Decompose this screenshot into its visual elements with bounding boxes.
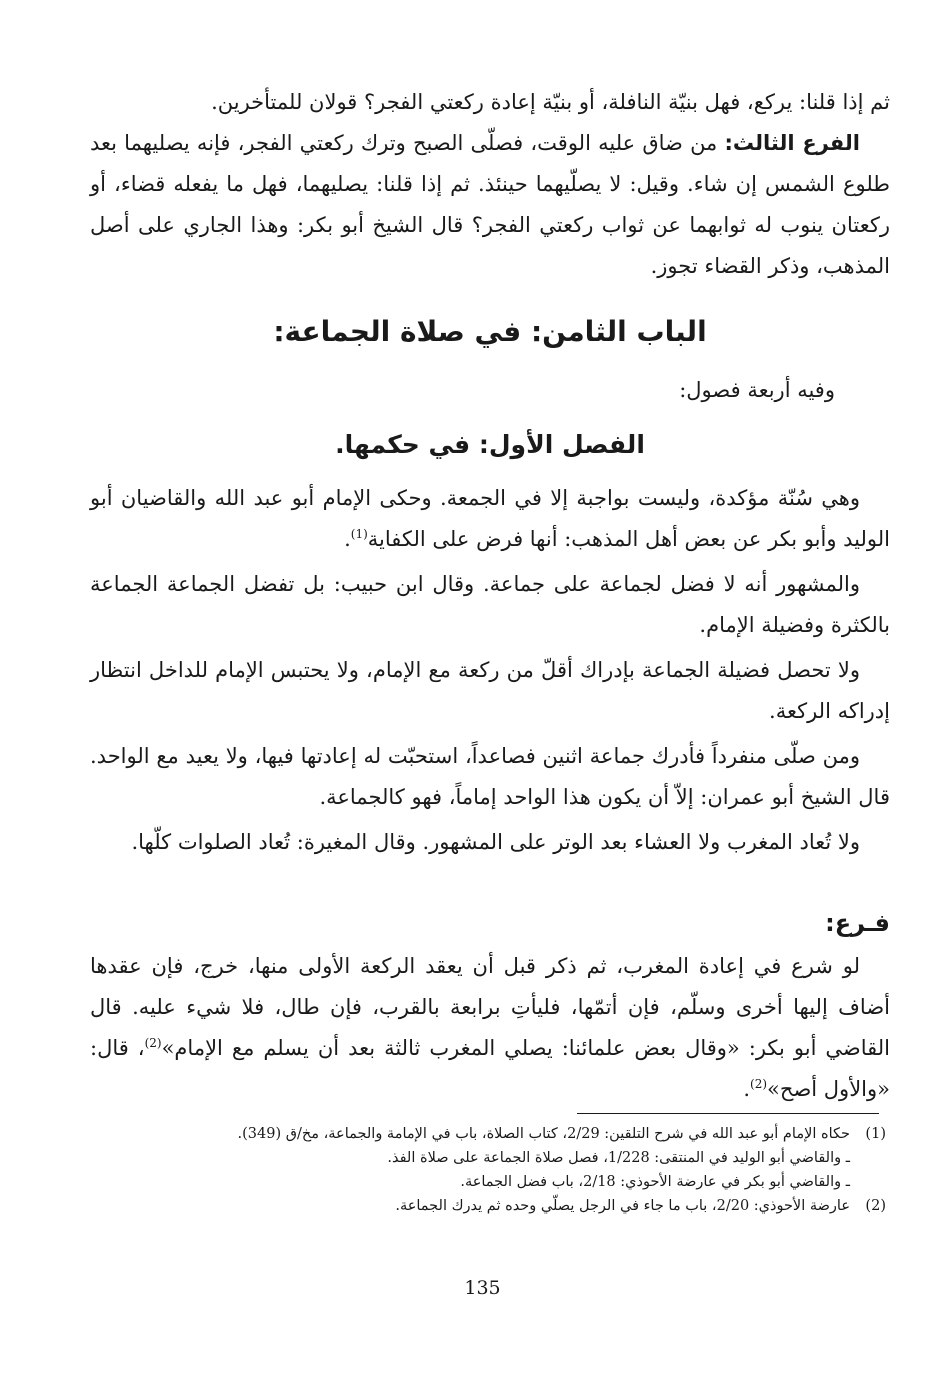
footnote-ref: (2) bbox=[144, 1036, 162, 1050]
footnote-text bbox=[90, 1122, 850, 1194]
footnote-line: حكاه الإمام أبو عبد الله في شرح التلقين: 2/29، كتاب الصلاة، باب في الإمامة والجماعة، مخ/ق (349). bbox=[237, 1126, 850, 1142]
chapter-heading: الباب الثامن: في صلاة الجماعة: bbox=[273, 315, 707, 348]
footnote-number: (1) bbox=[865, 1126, 886, 1142]
paragraph: ولا تحصل فضيلة الجماعة بإدراك أقلّ من ركعة مع الإمام، ولا يحتبس الإمام للداخل انتظار إدراكه الركعة. bbox=[90, 658, 890, 723]
chapter-intro: وفيه أربعة فصول: bbox=[679, 378, 835, 402]
paragraph-third-branch bbox=[90, 123, 890, 287]
paragraph: والمشهور أنه لا فضل لجماعة على جماعة. وقال ابن حبيب: بل تفضل الجماعة الجماعة بالكثرة وفضيلة الإمام. bbox=[90, 572, 890, 637]
footnote-line: عارضة الأحوذي: 2/20، باب ما جاء في الرجل يصلّي وحده ثم يدرك الجماعة. bbox=[395, 1198, 850, 1214]
footnotes bbox=[90, 1122, 886, 1218]
footnote-number: (2) bbox=[865, 1198, 886, 1214]
paragraph bbox=[90, 946, 890, 1110]
paragraph-end: . bbox=[344, 527, 351, 551]
paragraph-text: لو شرع في إعادة المغرب، ثم ذكر قبل أن يعقد الركعة الأولى منها، خرج، فإن عقدها أضاف إليها أخرى وسلّم، فإن أتمّها، فليأتِ برابعة بالقرب، فإن طال، فلا شيء عليه. قال القاضي أبو بكر: «وقال بعض علمائنا: يصلي المغرب ثالثة بعد أن يسلم مع الإمام» bbox=[90, 954, 890, 1060]
branch-heading: فـرع: bbox=[825, 909, 890, 937]
paragraph-end: . bbox=[743, 1077, 751, 1101]
third-branch-text: من ضاق عليه الوقت، فصلّى الصبح وترك ركعتي الفجر، فإنه يصليهما بعد طلوع الشمس إن شاء. وقيل: لا يصلّيهما حينئذ. ثم إذا قلنا: يصليهما، فهل ما يفعله قضاء، أو ركعتان ينوب له ثوابهما عن ثواب ركعتي الفجر؟ قال الشيخ أبو بكر: وهذا الجاري على أصل المذهب، وذكر القضاء تجوز. bbox=[90, 131, 890, 278]
section-body bbox=[90, 478, 890, 867]
paragraph-continuation: ثم إذا قلنا: يركع، فهل بنيّة النافلة، أو بنيّة إعادة ركعتي الفجر؟ قولان للمتأخرين. bbox=[211, 90, 890, 114]
paragraph-text: ، قال: «والأول أصح» bbox=[90, 1036, 890, 1101]
footnote bbox=[90, 1122, 886, 1194]
section-heading: الفصل الأول: في حكمها. bbox=[335, 430, 645, 459]
paragraph-text: وهي سُنّة مؤكدة، وليست بواجبة إلا في الجمعة. وحكى الإمام أبو عبد الله والقاضيان أبو الوليد وأبو بكر عن بعض أهل المذهب: أنها فرض على الكفاية bbox=[90, 486, 890, 551]
paragraph bbox=[90, 478, 890, 560]
footnote-line: ـ والقاضي أبو بكر في عارضة الأحوذي: 2/18، باب فضل الجماعة. bbox=[460, 1174, 850, 1190]
footnote bbox=[90, 1194, 886, 1218]
footnote-divider bbox=[577, 1113, 879, 1114]
footnote-ref: (2) bbox=[750, 1077, 768, 1091]
footnote-text bbox=[90, 1194, 850, 1218]
page-number: 135 bbox=[464, 1277, 501, 1299]
footnote-line: ـ والقاضي أبو الوليد في المنتقى: 1/228، فصل صلاة الجماعة على صلاة الفذ. bbox=[387, 1150, 850, 1166]
third-branch-label: الفرع الثالث: bbox=[724, 131, 860, 155]
paragraph: ومن صلّى منفرداً فأدرك جماعة اثنين فصاعداً، استحبّت له إعادتها فيها، ولا يعيد مع الواحد. قال الشيخ أبو عمران: إلاّ أن يكون هذا الواحد إماماً، فهو كالجماعة. bbox=[90, 744, 890, 809]
paragraph: ولا تُعاد المغرب ولا العشاء بعد الوتر على المشهور. وقال المغيرة: تُعاد الصلوات كلّها. bbox=[131, 830, 860, 854]
top-text-block bbox=[90, 82, 890, 287]
footnote-ref: (1) bbox=[350, 527, 368, 541]
branch-body bbox=[90, 946, 890, 1110]
